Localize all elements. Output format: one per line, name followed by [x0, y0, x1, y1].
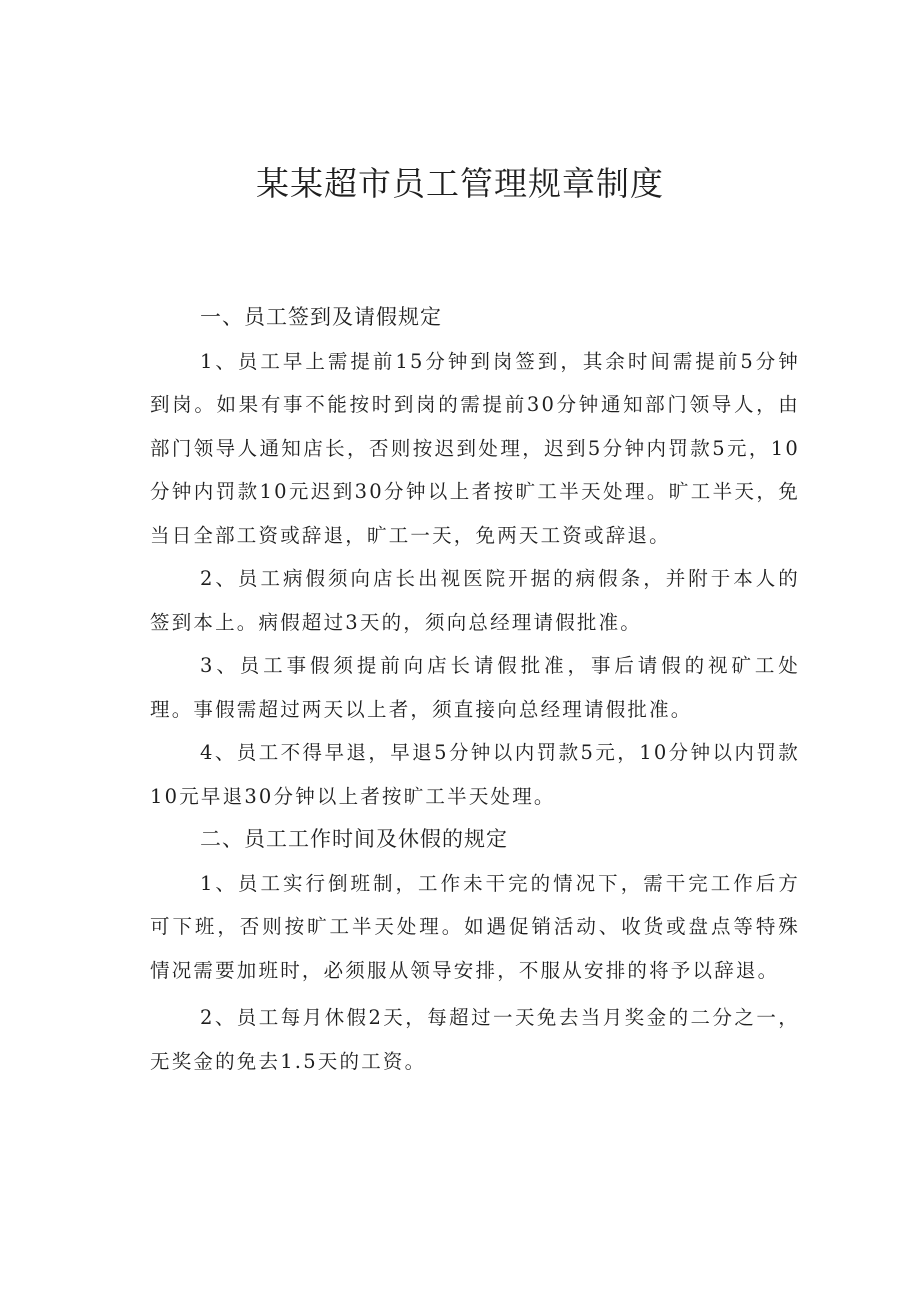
- paragraph: 2、员工每月休假2天，每超过一天免去当月奖金的二分之一，无奖金的免去1.5天的工资。: [150, 1006, 800, 1073]
- paragraph: 1、员工实行倒班制，工作未干完的情况下，需干完工作后方可下班，否则按旷工半天处理。如遇促销活动、收货或盘点等特殊情况需要加班时，必须服从领导安排，不服从安排的将予以辞退。: [150, 871, 800, 982]
- section-heading: 一、员工签到及请假规定: [200, 305, 442, 329]
- section-attendance-leave: [150, 296, 800, 818]
- document-body: [150, 296, 800, 1083]
- section-heading: 二、员工工作时间及休假的规定: [200, 827, 508, 851]
- paragraph: 1、员工早上需提前15分钟到岗签到，其余时间需提前5分钟到岗。如果有事不能按时到岗的需提前30分钟通知部门领导人，由部门领导人通知店长，否则按迟到处理，迟到5分钟内罚款5元，10分钟内罚款10元迟到30分钟以上者按旷工半天处理。旷工半天，免当日全部工资或辞退，旷工一天，免两天工资或辞退。: [150, 349, 800, 547]
- section-work-time-holidays: [150, 818, 800, 1083]
- paragraph: 3、员工事假须提前向店长请假批准，事后请假的视矿工处理。事假需超过两天以上者，须直接向总经理请假批准。: [150, 654, 800, 721]
- paragraph: 2、员工病假须向店长出视医院开据的病假条，并附于本人的签到本上。病假超过3天的，须向总经理请假批准。: [150, 567, 800, 634]
- document-title: 某某超市员工管理规章制度: [256, 164, 664, 203]
- paragraph: 4、员工不得早退，早退5分钟以内罚款5元，10分钟以内罚款10元早退30分钟以上者按旷工半天处理。: [150, 741, 800, 808]
